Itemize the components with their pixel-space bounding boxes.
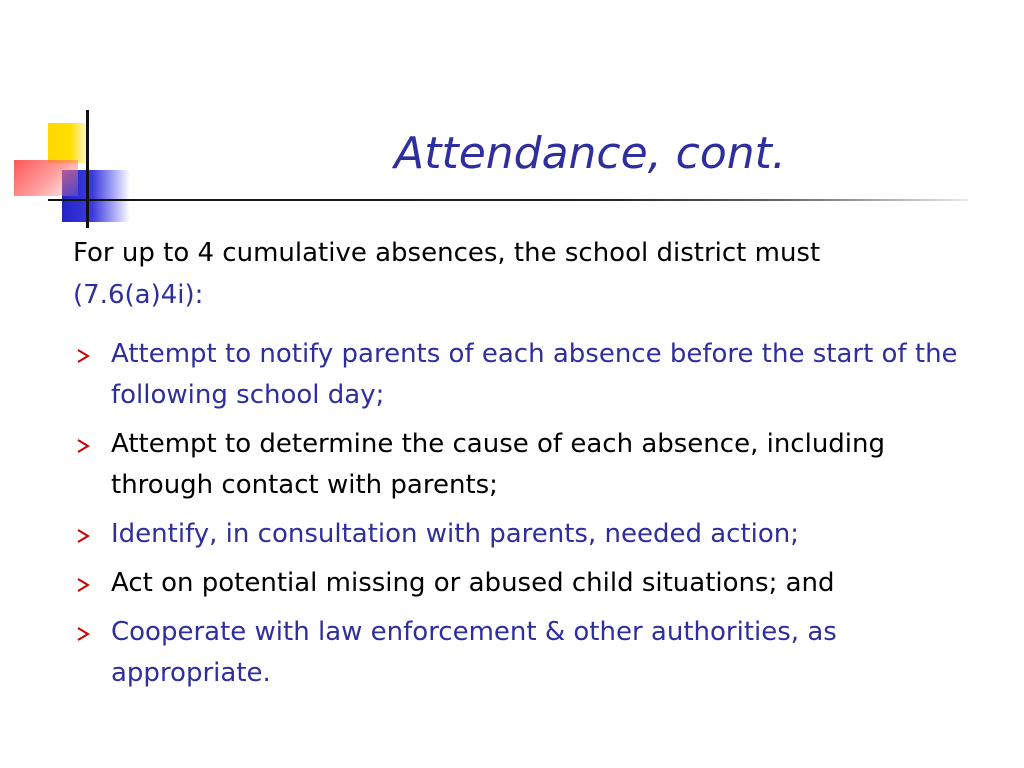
arrow-bullet-icon	[76, 627, 90, 641]
arrow-bullet-icon	[76, 578, 90, 592]
intro-text: For up to 4 cumulative absences, the school district must	[73, 238, 821, 268]
title-underline-rule	[48, 199, 968, 201]
intro-reference: (7.6(a)4i):	[73, 280, 204, 310]
vertical-rule	[86, 110, 89, 228]
arrow-bullet-icon	[76, 349, 90, 363]
bullet-text: Attempt to notify parents of each absence before the start of the following school day;	[111, 339, 958, 410]
arrow-bullet-icon	[76, 529, 90, 543]
bullet-text: Attempt to determine the cause of each absence, including through contact with parents;	[111, 429, 886, 500]
arrow-bullet-icon	[76, 439, 90, 453]
list-item	[73, 334, 973, 416]
slide-body	[73, 232, 973, 702]
red-square-decoration	[14, 160, 78, 196]
list-item	[73, 563, 973, 604]
list-item	[73, 612, 973, 694]
bullet-text: Identify, in consultation with parents, needed action;	[111, 519, 800, 549]
bullet-list	[73, 334, 973, 694]
list-item	[73, 514, 973, 555]
list-item	[73, 424, 973, 506]
bullet-text: Cooperate with law enforcement & other authorities, as appropriate.	[111, 617, 837, 688]
slide-title: Attendance, cont.	[394, 128, 786, 179]
corner-logo	[0, 0, 170, 240]
bullet-text: Act on potential missing or abused child situations; and	[111, 568, 835, 598]
intro-paragraph	[73, 232, 973, 316]
yellow-square-decoration	[48, 123, 88, 163]
